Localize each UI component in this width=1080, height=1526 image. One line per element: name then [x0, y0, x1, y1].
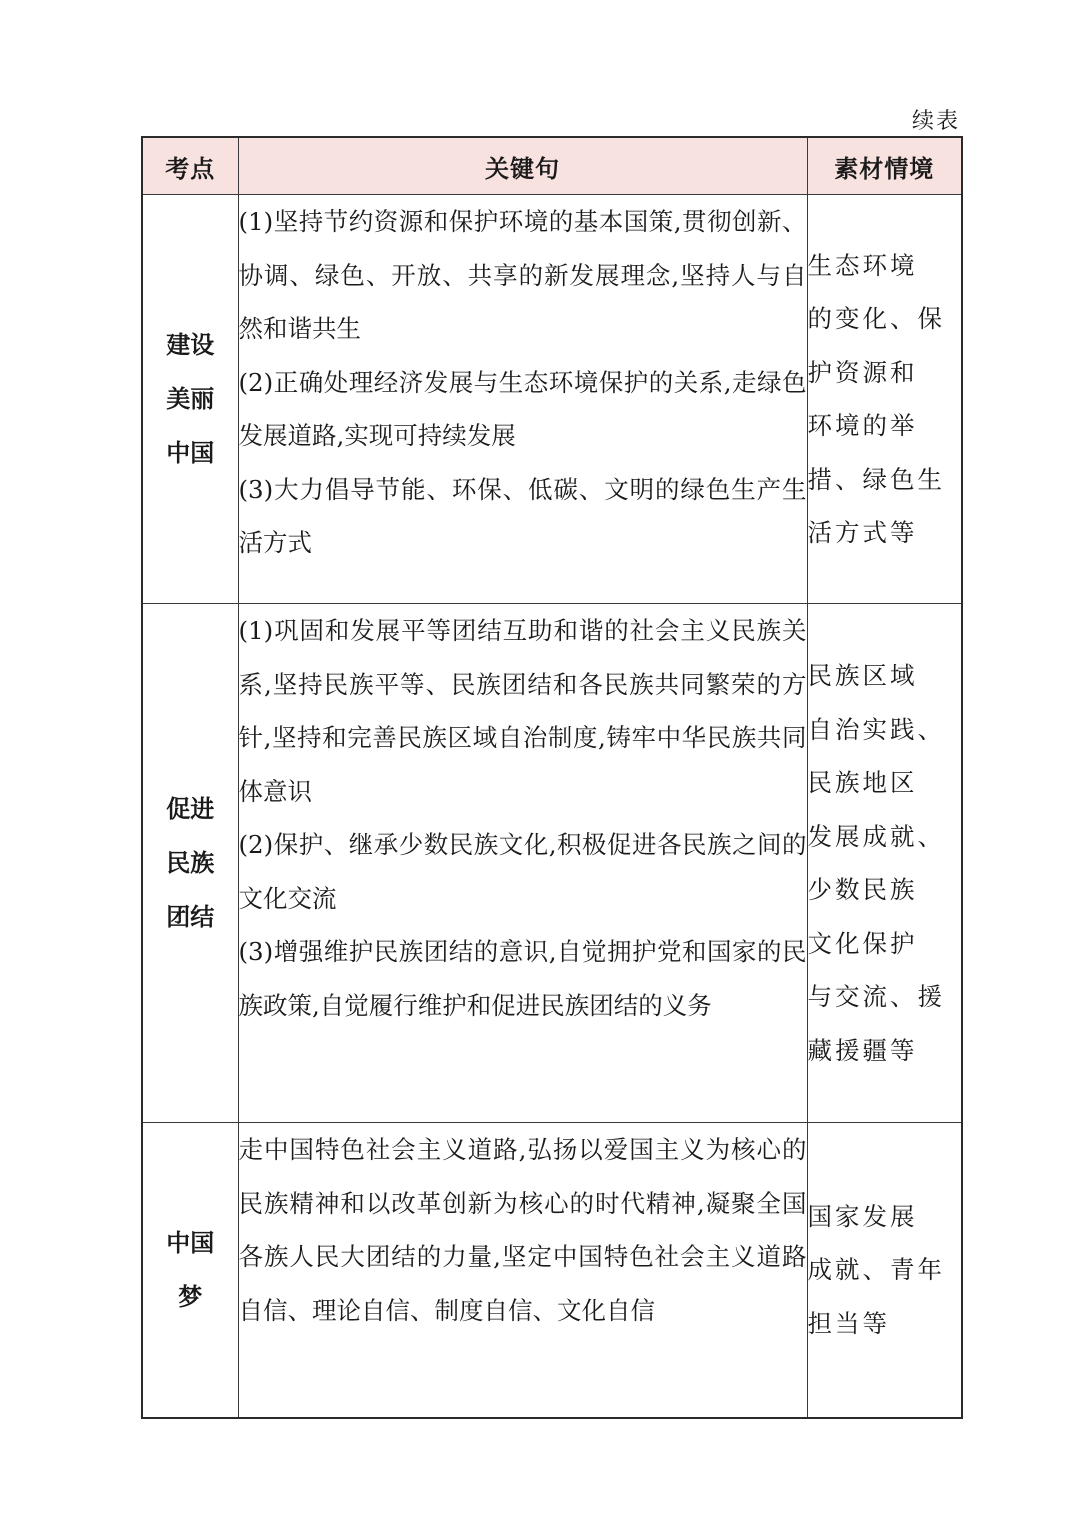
- table-header-row: [142, 137, 962, 195]
- context-line: 措、绿色生: [807, 464, 945, 494]
- context-line: 少数民族: [807, 875, 918, 904]
- topic-line: 美丽: [166, 385, 215, 413]
- key-sentence-cell: [238, 195, 807, 604]
- topic-line: 建设: [166, 331, 215, 359]
- table-row: [142, 1123, 962, 1419]
- context-line: 与交流、援: [807, 982, 945, 1011]
- context-cell: [807, 195, 962, 604]
- key-sentence-cell: [238, 604, 807, 1123]
- exam-points-table: [141, 136, 963, 1419]
- context-line: 发展成就、: [807, 821, 945, 851]
- context-line: 担当等: [807, 1308, 890, 1338]
- key-point: (1)巩固和发展平等团结互助和谐的社会主义民族关系,坚持民族平等、民族团结和各民族共同繁荣的方针,坚持和完善民族区域自治制度,铸牢中华民族共同体意识: [238, 616, 807, 806]
- header-context: 素材情境: [807, 137, 962, 195]
- context-line: 国家发展: [807, 1201, 918, 1231]
- key-point: (2)保护、继承少数民族文化,积极促进各民族之间的文化交流: [238, 830, 807, 913]
- table-row: [142, 195, 962, 604]
- table-row: [142, 604, 962, 1123]
- header-key-sentence: 关键句: [238, 137, 807, 195]
- topic-cell: [142, 604, 238, 1123]
- key-point: (1)坚持节约资源和保护环境的基本国策,贯彻创新、协调、绿色、开放、共享的新发展理念,坚持人与自然和谐共生: [238, 207, 807, 343]
- context-line: 环境的举: [807, 411, 918, 440]
- key-point: (2)正确处理经济发展与生态环境保护的关系,走绿色发展道路,实现可持续发展: [238, 367, 807, 450]
- context-line: 民族区域: [807, 661, 918, 690]
- context-cell: [807, 604, 962, 1123]
- topic-line: 中国: [166, 439, 215, 467]
- continued-label: 续表: [911, 109, 960, 134]
- context-line: 成就、青年: [807, 1255, 945, 1285]
- context-cell: [807, 1123, 962, 1419]
- topic-cell: [142, 1123, 238, 1419]
- context-line: 活方式等: [807, 518, 918, 547]
- topic-line: 中国: [166, 1229, 215, 1257]
- topic-cell: [142, 195, 238, 604]
- context-line: 生态环境: [807, 250, 918, 280]
- topic-line: 促进: [166, 795, 215, 823]
- context-line: 藏援疆等: [807, 1035, 918, 1065]
- key-point: (3)增强维护民族团结的意识,自觉拥护党和国家的民族政策,自觉履行维护和促进民族团结的义务: [238, 937, 807, 1020]
- header-topic: 考点: [142, 137, 238, 195]
- key-point: 走中国特色社会主义道路,弘扬以爱国主义为核心的民族精神和以改革创新为核心的时代精神,凝聚全国各族人民大团结的力量,坚定中国特色社会主义道路自信、理论自信、制度自信、文化自信: [238, 1135, 807, 1325]
- key-point: (3)大力倡导节能、环保、低碳、文明的绿色生产生活方式: [238, 474, 807, 557]
- topic-line: 梦: [178, 1283, 203, 1311]
- topic-line: 团结: [166, 903, 215, 931]
- context-line: 的变化、保: [807, 304, 945, 333]
- context-line: 文化保护: [807, 928, 918, 958]
- context-line: 护资源和: [807, 357, 918, 387]
- context-line: 自治实践、: [807, 714, 945, 744]
- key-sentence-cell: [238, 1123, 807, 1419]
- context-line: 民族地区: [807, 768, 918, 797]
- topic-line: 民族: [166, 849, 215, 877]
